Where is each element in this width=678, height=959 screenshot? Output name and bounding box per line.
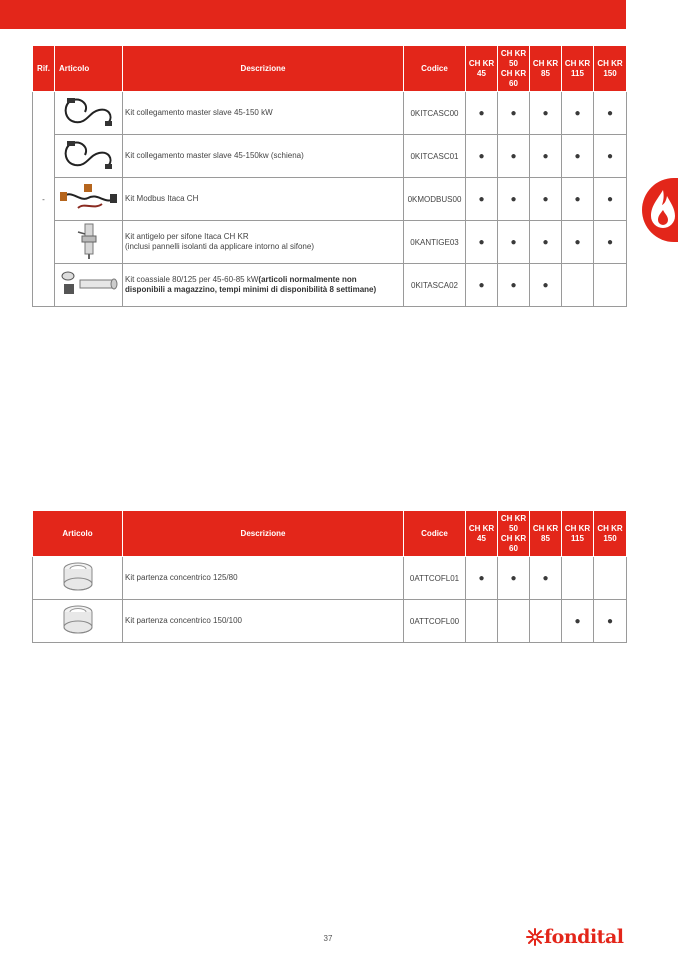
- availability-dot: ●: [466, 264, 498, 307]
- flame-icon: [648, 188, 678, 232]
- availability-dot: [530, 600, 562, 643]
- brand-logo: [526, 926, 623, 948]
- col-codice: Codice: [404, 511, 466, 557]
- col-model-60-label: CH KR 60: [500, 533, 527, 553]
- col-articolo: Articolo: [33, 511, 123, 557]
- availability-dot: ●: [594, 221, 627, 264]
- col-model-45: CH KR 45: [466, 46, 498, 92]
- availability-dot: ●: [466, 178, 498, 221]
- description: Kit collegamento master slave 45-150 kW: [123, 92, 404, 135]
- code: 0KITASCA02: [404, 264, 466, 307]
- availability-dot: ●: [530, 264, 562, 307]
- availability-dot: ●: [562, 92, 594, 135]
- code: 0KITCASC01: [404, 135, 466, 178]
- code: 0KANTIGE03: [404, 221, 466, 264]
- availability-dot: ●: [466, 221, 498, 264]
- page-number: 37: [323, 934, 333, 943]
- accessories-table-1: [32, 45, 627, 307]
- table-row: [33, 221, 627, 264]
- snowflake-icon: [526, 928, 544, 946]
- col-model-50-label: CH KR 50: [500, 513, 527, 533]
- col-descrizione: Descrizione: [123, 46, 404, 92]
- availability-dot: ●: [594, 600, 627, 643]
- availability-dot: ●: [466, 557, 498, 600]
- accessories-table-2: [32, 510, 627, 643]
- availability-dot: ●: [530, 92, 562, 135]
- code: 0KITCASC00: [404, 92, 466, 135]
- availability-dot: ●: [498, 221, 530, 264]
- availability-dot: ●: [562, 178, 594, 221]
- code: 0ATTCOFL01: [404, 557, 466, 600]
- availability-dot: ●: [594, 178, 627, 221]
- table-row: [33, 135, 627, 178]
- availability-dot: ●: [530, 135, 562, 178]
- description-bold-text: (articoli normalmente non: [258, 275, 357, 284]
- col-articolo: Articolo: [55, 46, 123, 92]
- description-text: Kit coassiale 80/125 per 45-60-85 kW: [125, 275, 259, 284]
- availability-dot: ●: [498, 557, 530, 600]
- col-model-85: CH KR 85: [530, 46, 562, 92]
- description-line: [125, 275, 403, 285]
- col-descrizione: Descrizione: [123, 511, 404, 557]
- side-tab: [642, 178, 678, 242]
- availability-dot: ●: [498, 92, 530, 135]
- col-model-50-60: [498, 511, 530, 557]
- rif-cell: -: [33, 92, 55, 307]
- availability-dot: ●: [530, 557, 562, 600]
- availability-dot: [466, 600, 498, 643]
- description: Kit partenza concentrico 125/80: [123, 557, 404, 600]
- description-line: (inclusi pannelli isolanti da applicare intorno al sifone): [125, 242, 314, 251]
- article-image: [33, 600, 123, 643]
- code: 0KMODBUS00: [404, 178, 466, 221]
- description: Kit partenza concentrico 150/100: [123, 600, 404, 643]
- availability-dot: [594, 264, 627, 307]
- siphon-heater-icon: [74, 222, 104, 260]
- table-row: [33, 92, 627, 135]
- col-codice: Codice: [404, 46, 466, 92]
- col-model-45: CH KR 45: [466, 511, 498, 557]
- article-image: [55, 221, 123, 264]
- wiring-harness-icon: [58, 180, 120, 216]
- code: 0ATTCOFL00: [404, 600, 466, 643]
- availability-dot: [498, 600, 530, 643]
- coaxial-pipe-icon: [58, 266, 120, 302]
- table-row: [33, 557, 627, 600]
- col-model-115: CH KR 115: [562, 46, 594, 92]
- availability-dot: ●: [498, 135, 530, 178]
- description-bold-text: disponibili a magazzino, tempi minimi di disponibilità 8 settimane): [125, 285, 377, 294]
- table-row: [33, 600, 627, 643]
- flue-adapter-icon: [58, 560, 98, 594]
- col-model-60-label: CH KR 60: [500, 68, 527, 88]
- col-model-115: CH KR 115: [562, 511, 594, 557]
- description: Kit collegamento master slave 45-150kw (schiena): [123, 135, 404, 178]
- col-model-85: CH KR 85: [530, 511, 562, 557]
- availability-dot: [594, 557, 627, 600]
- availability-dot: ●: [498, 178, 530, 221]
- availability-dot: ●: [530, 178, 562, 221]
- availability-dot: ●: [498, 264, 530, 307]
- availability-dot: [562, 264, 594, 307]
- availability-dot: ●: [594, 92, 627, 135]
- col-model-50-label: CH KR 50: [500, 48, 527, 68]
- table-row: [33, 264, 627, 307]
- availability-dot: ●: [562, 221, 594, 264]
- brand-name: fondital: [544, 926, 624, 948]
- cable-icon: [59, 94, 119, 130]
- cable-icon: [59, 137, 119, 173]
- availability-dot: [562, 557, 594, 600]
- col-rif: Rif.: [33, 46, 55, 92]
- table-row: [33, 178, 627, 221]
- flue-adapter-icon: [58, 603, 98, 637]
- availability-dot: ●: [530, 221, 562, 264]
- availability-dot: ●: [594, 135, 627, 178]
- availability-dot: ●: [562, 135, 594, 178]
- col-model-50-60: [498, 46, 530, 92]
- description: [123, 221, 404, 264]
- header-bar: [0, 0, 626, 29]
- availability-dot: ●: [562, 600, 594, 643]
- description: Kit Modbus Itaca CH: [123, 178, 404, 221]
- article-image: [55, 264, 123, 307]
- article-image: [33, 557, 123, 600]
- description-line: Kit antigelo per sifone Itaca CH KR: [125, 232, 249, 241]
- availability-dot: ●: [466, 135, 498, 178]
- col-model-150: CH KR 150: [594, 46, 627, 92]
- availability-dot: ●: [466, 92, 498, 135]
- description: [123, 264, 404, 307]
- article-image: [55, 178, 123, 221]
- article-image: [55, 135, 123, 178]
- col-model-150: CH KR 150: [594, 511, 627, 557]
- article-image: [55, 92, 123, 135]
